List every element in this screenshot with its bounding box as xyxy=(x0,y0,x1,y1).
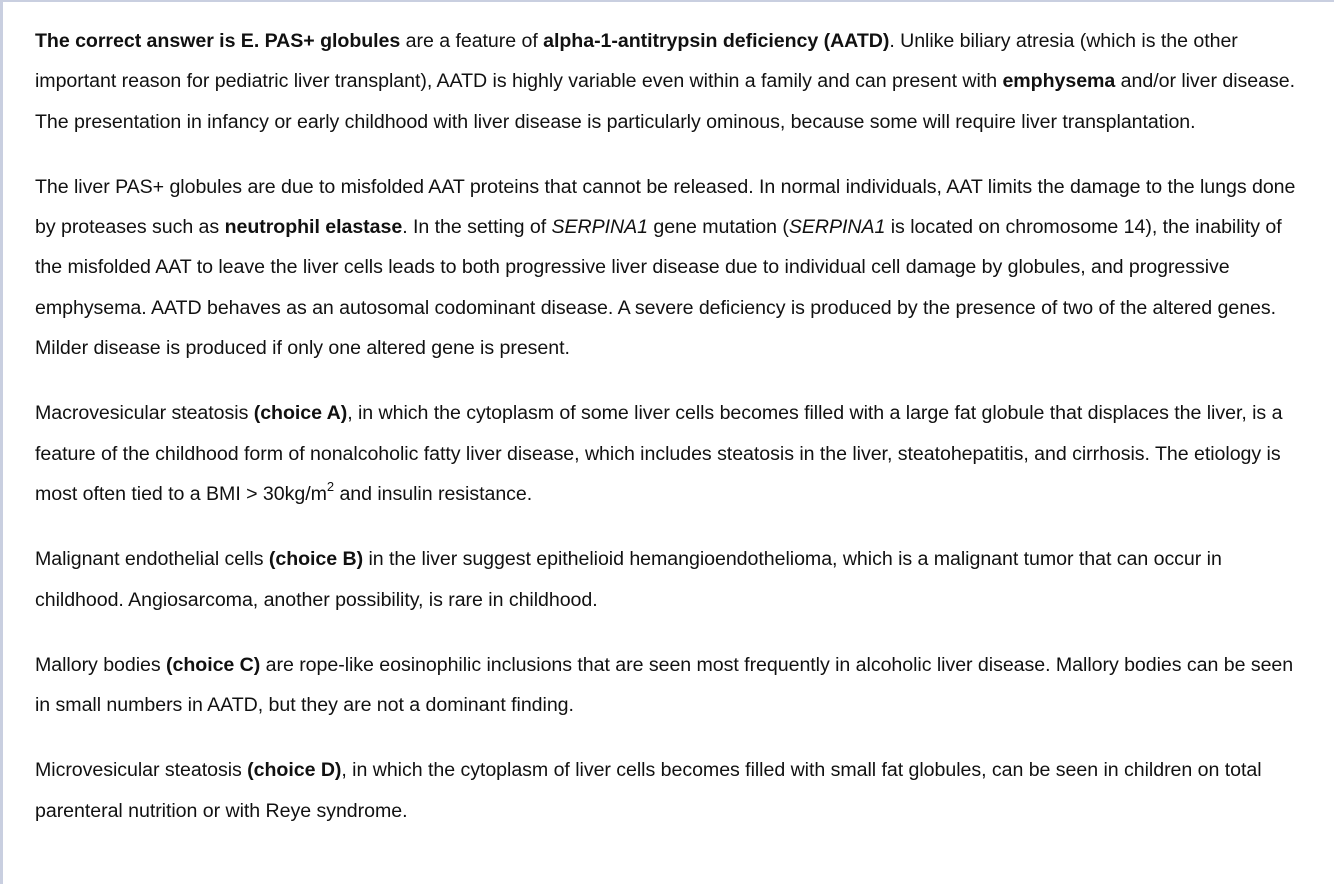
gene-name: SERPINA1 xyxy=(551,216,649,239)
paragraph-choice-b xyxy=(35,539,1305,620)
text-run: The liver PAS+ globules are due to misfolded AAT proteins that cannot be released. In normal individuals, AAT limits the damage to the lungs done by proteases such as xyxy=(35,175,1296,239)
choice-b-label: (choice B) xyxy=(268,548,364,571)
text-run: , in which the cytoplasm of some liver cells becomes filled with a large fat globule that displaces the liver, is a feature of the childhood form of nonalcoholic fatty liver disease, which includes steatosis in the liver, steatohepatitis, and cirrhosis. The etiology is most often tied to a BMI > 30kg/m xyxy=(35,402,1283,505)
explanation-text xyxy=(35,21,1305,856)
text-run: Microvesicular steatosis xyxy=(35,759,248,782)
text-run: in the liver suggest epithelioid hemangioendothelioma, which is a malignant tumor that can occur in childhood. Angiosarcoma, another possibility, is rare in childhood. xyxy=(35,548,1222,611)
text-run: and insulin resistance. xyxy=(334,482,533,505)
text-run: . Unlike biliary atresia (which is the other important reason for pediatric liver transplant), AATD is highly variable even within a family and can present with xyxy=(35,30,1238,93)
choice-c-label: (choice C) xyxy=(166,653,261,676)
top-border xyxy=(0,0,1334,2)
text-run: is located on chromosome 14), the inability of the misfolded AAT to leave the liver cells leads to both progressive liver disease due to individual cell damage by globules, and progressive emphysema. AATD behaves as an autosomal codominant disease. A severe deficiency is produced by the presence of two of the altered genes. Milder disease is produced if only one altered gene is present. xyxy=(35,216,1282,360)
emphysema-term: emphysema xyxy=(1002,70,1116,93)
text-run: Mallory bodies xyxy=(35,653,167,676)
paragraph-correct-answer xyxy=(35,21,1305,142)
gene-name: SERPINA1 xyxy=(788,216,886,239)
choice-a-label: (choice A) xyxy=(253,402,348,425)
text-run: are a feature of xyxy=(400,30,544,52)
paragraph-pathophysiology xyxy=(35,167,1305,368)
left-border xyxy=(0,0,3,884)
paragraph-choice-d xyxy=(35,750,1305,831)
choice-d-label: (choice D) xyxy=(247,759,342,782)
text-run: are rope-like eosinophilic inclusions that are seen most frequently in alcoholic liver disease. Mallory bodies can be seen in small numbers in AATD, but they are not a dominant finding. xyxy=(35,653,1294,717)
text-run: gene mutation ( xyxy=(648,216,789,239)
text-run: Macrovesicular steatosis xyxy=(35,402,254,425)
superscript: 2 xyxy=(326,478,335,494)
text-run: , in which the cytoplasm of liver cells becomes filled with small fat globules, can be seen in children on total parenteral nutrition or with Reye syndrome. xyxy=(35,759,1262,822)
correct-answer-label: The correct answer is E. PAS+ globules xyxy=(35,30,401,52)
text-run: and/or liver disease. The presentation in infancy or early childhood with liver disease is particularly ominous, because some will require liver transplantation. xyxy=(35,70,1295,133)
text-run: Malignant endothelial cells xyxy=(35,548,269,571)
aatd-term: alpha-1-antitrypsin deficiency (AATD) xyxy=(543,30,890,52)
neutrophil-elastase-term: neutrophil elastase xyxy=(224,216,403,239)
paragraph-choice-a xyxy=(35,393,1305,514)
paragraph-choice-c xyxy=(35,645,1305,726)
text-run: . In the setting of xyxy=(402,216,552,239)
